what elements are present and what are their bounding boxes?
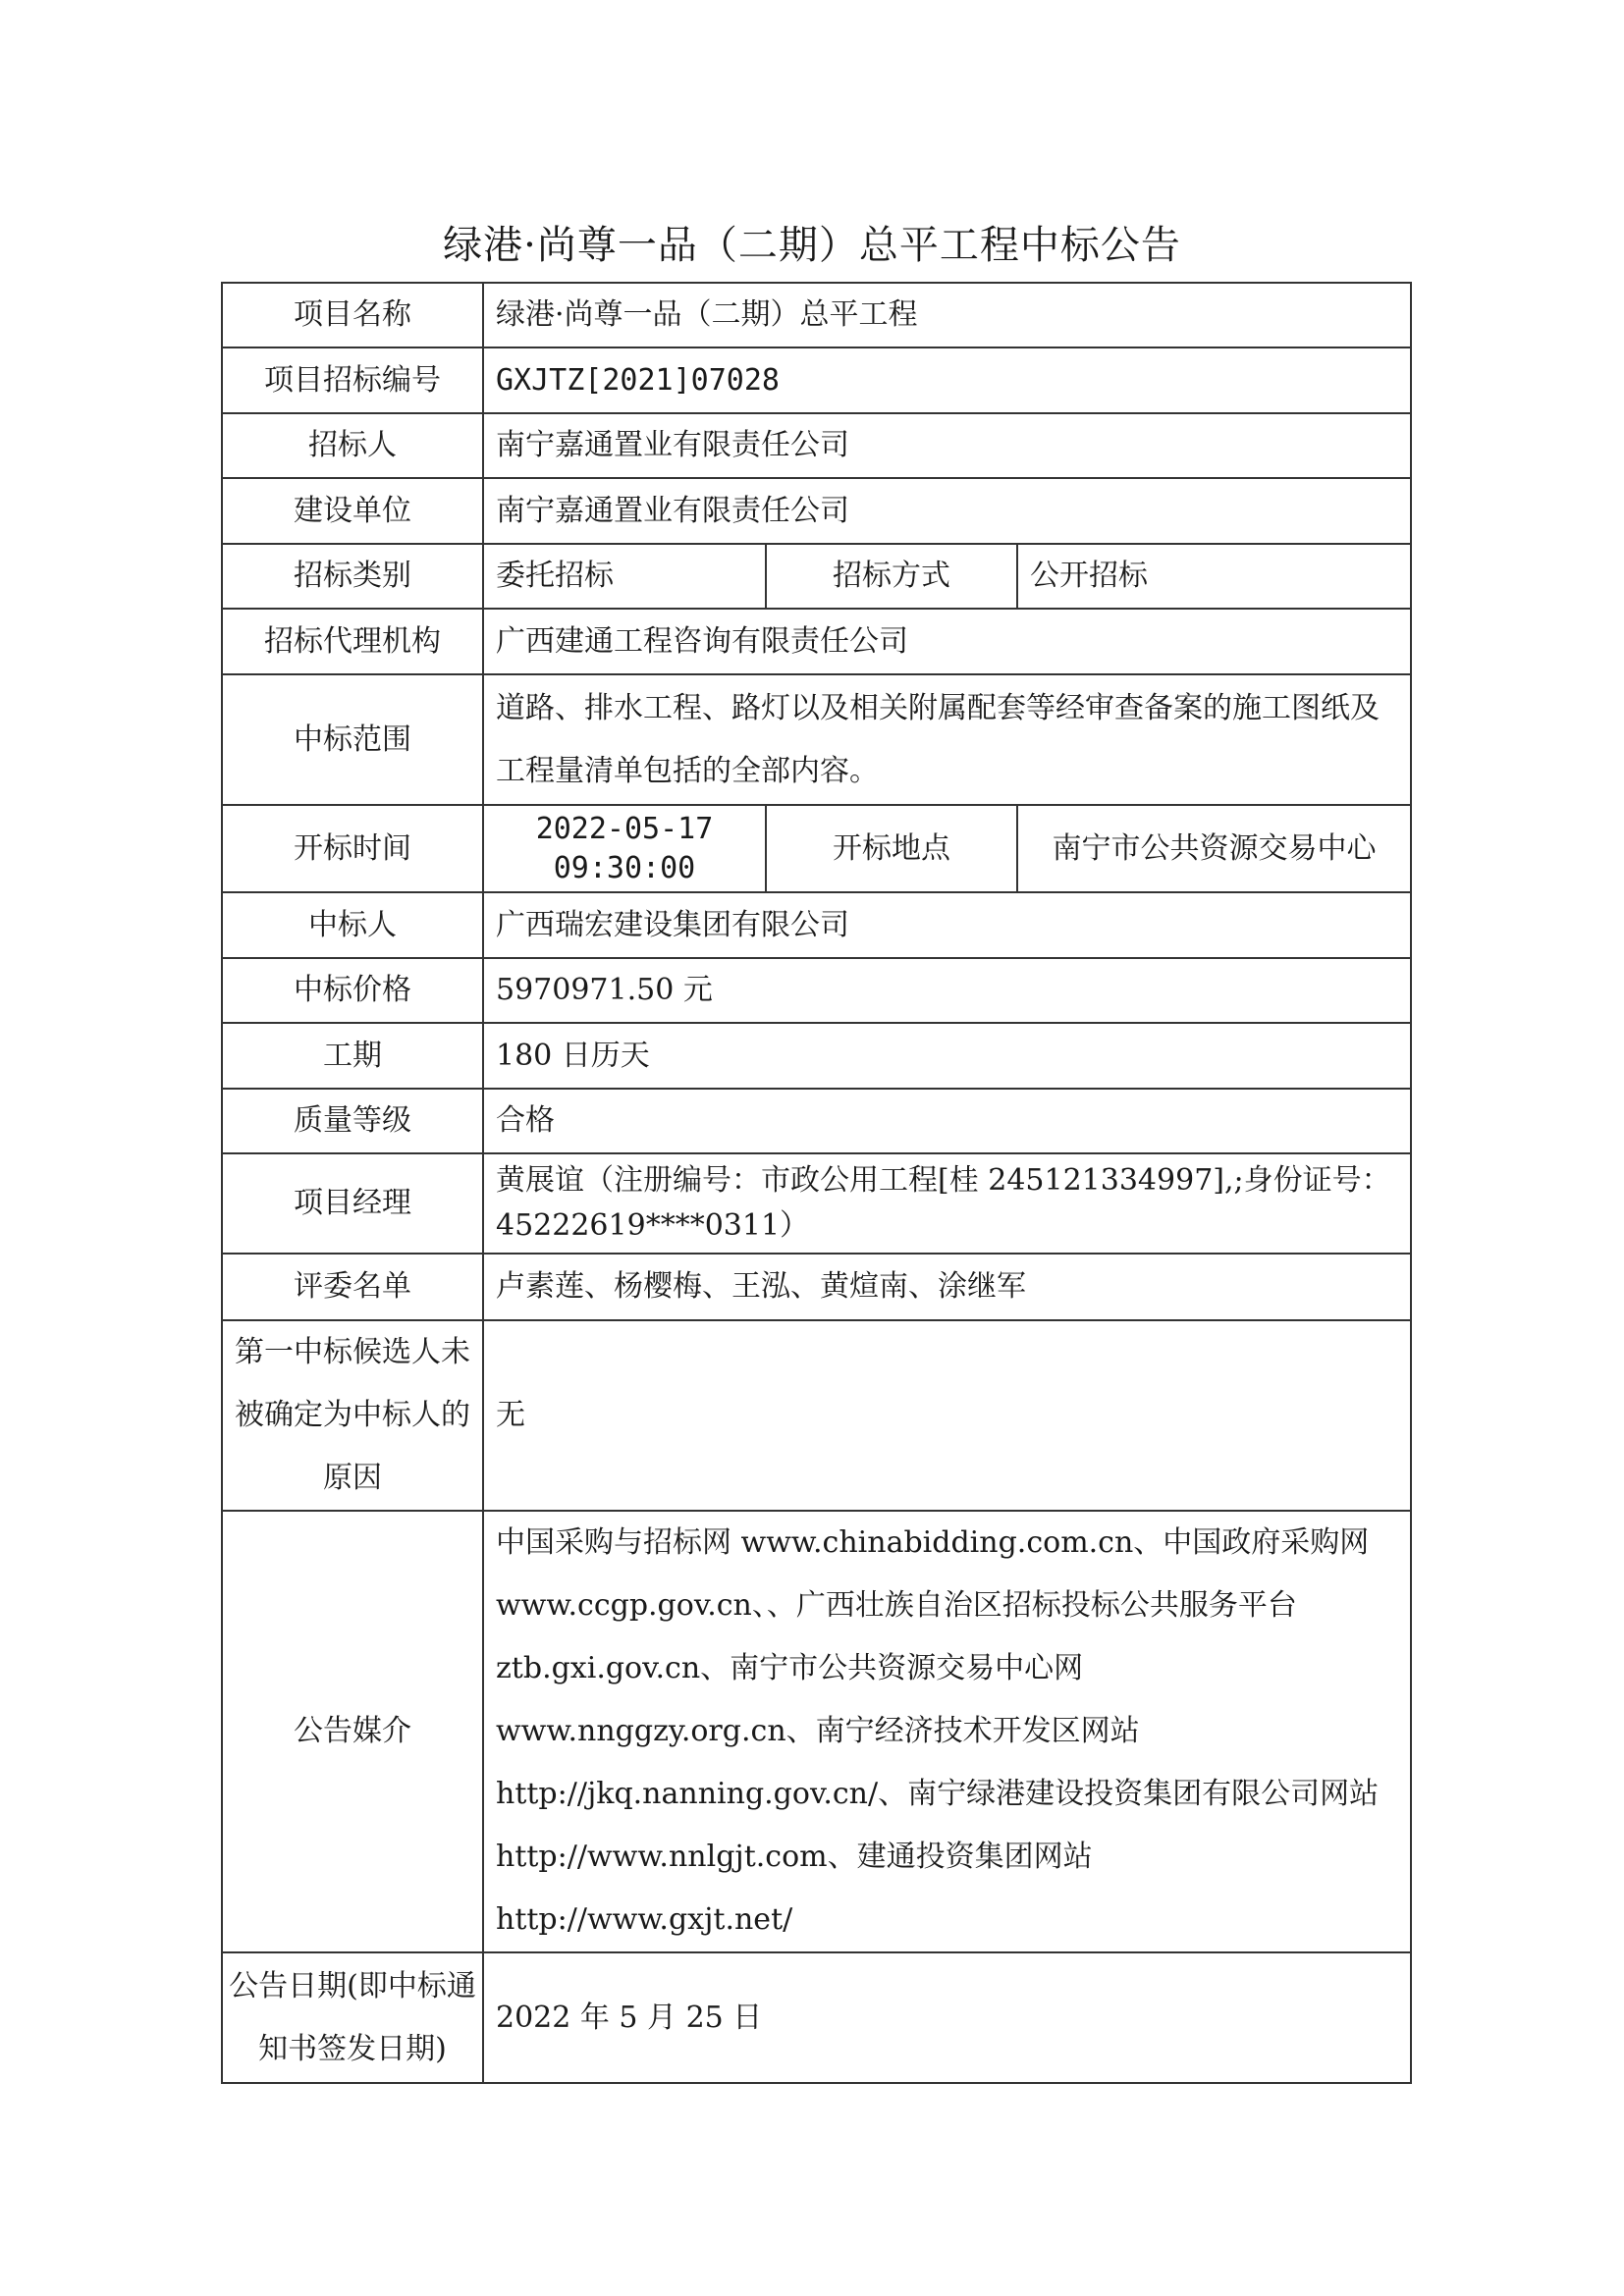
page-title: 绿港·尚尊一品（二期）总平工程中标公告 [443,223,1181,268]
row-quality [222,1089,1411,1153]
opening-time-value [483,805,766,892]
row-notice-date [222,1952,1411,2083]
row-tender-no [222,347,1411,413]
project-name-value: 绿港·尚尊一品（二期）总平工程 [483,283,1411,347]
row-tenderer [222,413,1411,478]
row-builder [222,478,1411,544]
duration-value: 180 日历天 [483,1023,1411,1089]
row-winner [222,892,1411,958]
notice-date-value: 2022 年 5 月 25 日 [483,1952,1411,2083]
row-reason [222,1320,1411,1511]
row-duration [222,1023,1411,1089]
row-price [222,958,1411,1023]
manager-label: 项目经理 [222,1153,483,1254]
reason-label: 第一中标候选人未被确定为中标人的原因 [222,1320,483,1511]
opening-clock: 09:30:00 [553,850,696,885]
row-manager [222,1153,1411,1254]
media-value: 中国采购与招标网 www.chinabidding.com.cn、中国政府采购网 www.ccgp.gov.cn、、广西壮族自治区招标投标公共服务平台 ztb.gxi.gov.cn、南宁市公共资源交易中心网 www.nnggzy.org.cn、南宁经济技术开发区网站 http://jkq.nanning.gov.cn/、南宁绿港建设投资集团有限公司网站 http://www.nnlgjt.com、建通投资集团网站 http://www.gxjt.net/ [483,1511,1411,1952]
row-agency [222,609,1411,674]
scope-value: 道路、排水工程、路灯以及相关附属配套等经审查备案的施工图纸及工程量清单包括的全部内容。 [483,674,1411,805]
opening-place-label: 开标地点 [766,805,1017,892]
price-label: 中标价格 [222,958,483,1023]
winner-value: 广西瑞宏建设集团有限公司 [483,892,1411,958]
notice-date-label: 公告日期(即中标通知书签发日期) [222,1952,483,2083]
row-scope [222,674,1411,805]
duration-label: 工期 [222,1023,483,1089]
price-value: 5970971.50 元 [483,958,1411,1023]
row-tender-type [222,544,1411,609]
committee-value: 卢素莲、杨樱梅、王泓、黄煊南、涂继军 [483,1254,1411,1320]
scope-label: 中标范围 [222,674,483,805]
reason-value: 无 [483,1320,1411,1511]
tender-type-label: 招标类别 [222,544,483,609]
committee-label: 评委名单 [222,1254,483,1320]
row-opening [222,805,1411,892]
media-label: 公告媒介 [222,1511,483,1952]
quality-label: 质量等级 [222,1089,483,1153]
winner-label: 中标人 [222,892,483,958]
row-media [222,1511,1411,1952]
award-announcement-table [221,282,1412,2084]
opening-time-label: 开标时间 [222,805,483,892]
tender-method-value: 公开招标 [1017,544,1411,609]
tender-no-label: 项目招标编号 [222,347,483,413]
agency-value: 广西建通工程咨询有限责任公司 [483,609,1411,674]
opening-date: 2022-05-17 [535,811,714,846]
builder-label: 建设单位 [222,478,483,544]
tender-type-value: 委托招标 [483,544,766,609]
opening-place-value: 南宁市公共资源交易中心 [1017,805,1411,892]
quality-value: 合格 [483,1089,1411,1153]
manager-value: 黄展谊（注册编号：市政公用工程[桂 245121334997],;身份证号：45222619****0311） [483,1153,1411,1254]
builder-value: 南宁嘉通置业有限责任公司 [483,478,1411,544]
tender-no-value: GXJTZ[2021]07028 [483,347,1411,413]
row-project-name [222,283,1411,347]
agency-label: 招标代理机构 [222,609,483,674]
tender-method-label: 招标方式 [766,544,1017,609]
tenderer-label: 招标人 [222,413,483,478]
project-name-label: 项目名称 [222,283,483,347]
tenderer-value: 南宁嘉通置业有限责任公司 [483,413,1411,478]
row-committee [222,1254,1411,1320]
